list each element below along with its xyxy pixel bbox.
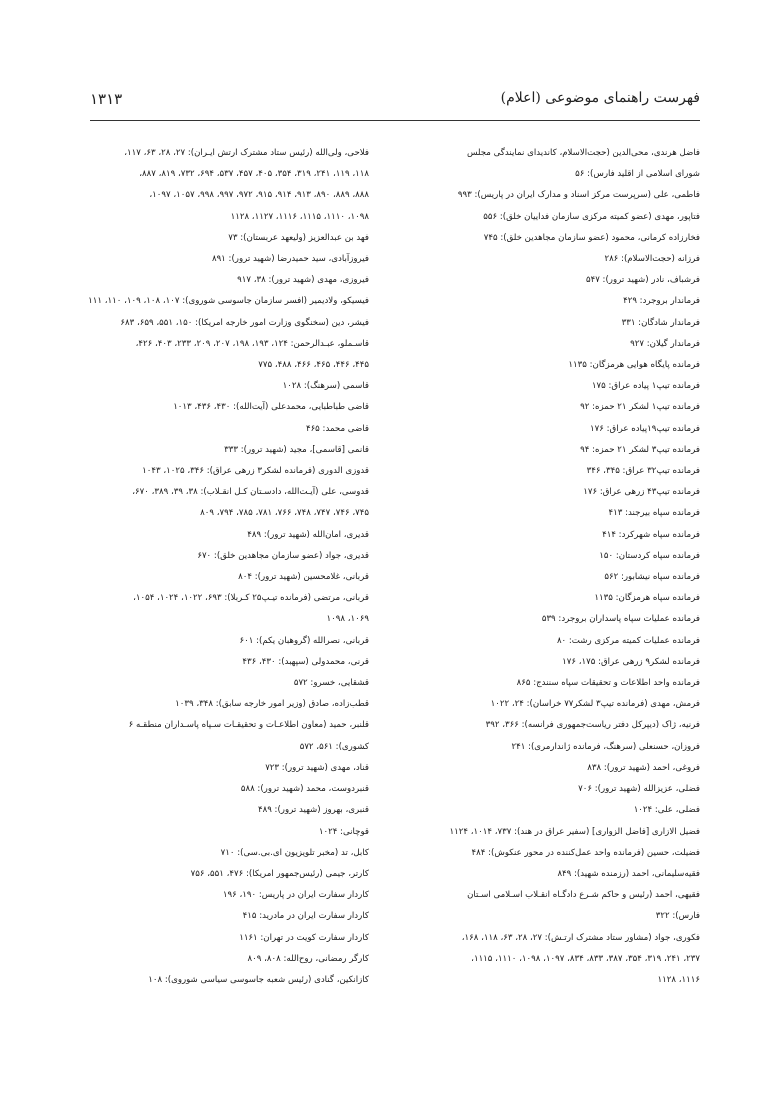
index-entry-line: کاردار سفارت ایران در پاریس: ۱۹۰، ۱۹۶	[222, 890, 369, 901]
index-entry-line: فرمانده سپاه کردستان: ۱۵۰	[599, 550, 700, 561]
index-entry-line: فقیه‌سلیمانی، احمد (رزمنده شهید): ۸۴۹	[557, 868, 700, 879]
index-entry-line: قربانی، نصرالله (گروهبان یکم): ۶۰۱	[239, 635, 369, 646]
index-entry-line: شورای اسلامی از اقلید فارس): ۵۶	[575, 169, 700, 180]
index-entry-line: فرمانده تیپ۱ لشکر ۲۱ حمزه: ۹۲	[580, 402, 700, 413]
index-entry-line: فرمانده واحد اطلاعات و تحقیقات سپاه سنندج: ۸۶۵	[516, 678, 700, 689]
index-entry-line: قانمی [قاسمی]، مجید (شهید ترور): ۳۳۳	[224, 444, 369, 455]
index-entry-line: فرماندار شادگان: ۳۳۱	[621, 317, 700, 328]
index-entry-line: فرمانده سپاه شهرکرد: ۴۱۴	[602, 529, 700, 540]
index-entry-line: کابل، تد (مخبر تلویزیون ای.بی.سی): ۷۱۰	[220, 847, 369, 858]
index-entry-line: ۱۱۱۶، ۱۱۲۸	[657, 974, 700, 985]
index-entry-line: فروزان، حسنعلی (سرهنگ، فرمانده ژاندارمری): ۲۴۱	[511, 741, 700, 752]
index-entry-line: قاضی طباطبایی، محمدعلی (آیت‌الله): ۴۳۰، ۴۳۶، ۱۰۱۳	[173, 402, 369, 413]
index-entry-line: کاردار سفارت کویت در تهران: ۱۱۶۱	[239, 932, 369, 943]
index-entry-line: فرمانده سپاه نیشابور: ۵۶۲	[604, 572, 700, 583]
index-entry-line: فرمش، مهدی (فرمانده تیپ۳ لشکر۷۷ خراسان): ۲۴، ۱۰۲۲	[490, 699, 700, 710]
index-entry-line: فرمانده عملیات سپاه پاسداران بروجرد: ۵۳۹	[541, 614, 700, 625]
index-entry-line: فهد بن عبدالعزیز (ولیعهد عربستان): ۷۳	[228, 232, 369, 243]
index-entry-line: قدوسی، علی (آیـت‌الله، دادسـتان کـل انقـلاب): ۳۸، ۳۹، ۳۸۹، ۶۷۰،	[132, 487, 369, 498]
index-entry-line: فرماندار گیلان: ۹۲۷	[630, 338, 700, 349]
index-entry-line: فتاپور، مهدی (عضو کمیته مرکزی سازمان فداییان خلق): ۵۵۶	[483, 211, 700, 222]
index-entry-line: قشقایی، خسرو: ۵۷۲	[293, 678, 369, 689]
index-entry-line: فرنیه، ژاک (دیپرکل دفتر ریاست‌جمهوری فرانسه): ۳۶۶، ۳۹۲	[485, 720, 700, 731]
index-entry-line: فیسیکو، ولادیمیر (افسر سازمان جاسوسی شوروی): ۱۰۷، ۱۰۸، ۱۰۹، ۱۱۰، ۱۱۱	[88, 296, 369, 307]
index-entry-line: قربانی، مرتضی (فرمانده تیـپ۲۵ کـربلا): ۶۹۳، ۱۰۲۲، ۱۰۲۴، ۱۰۵۴،	[133, 593, 369, 604]
index-entry-line: قوچانی: ۱۰۲۴	[318, 826, 369, 837]
index-entry-line: فیشر، دین (سخنگوی وزارت امور خارجه امریکا): ۱۵۰، ۵۵۱، ۶۵۹، ۶۸۳	[120, 317, 369, 328]
index-entry-line: فرمانده پایگاه هوایی هرمزگان: ۱۱۳۵	[568, 360, 700, 371]
index-entry-line: ۴۴۵، ۴۴۶، ۴۶۵، ۴۶۶، ۴۸۸، ۷۷۵	[258, 360, 369, 371]
index-entry-line: فاضل هرندی، محی‌الدین (حجت‌الاسلام، کاندیدای نمایندگی مجلس	[466, 148, 700, 158]
index-entry-line: فخارزاده کرمانی، محمود (عضو سازمان مجاهدین خلق): ۷۴۵	[483, 232, 700, 243]
page-number: ۱۳۱۳	[90, 90, 123, 108]
index-entry-line: قلنبر، حمید (معاون اطلاعـات و تحقیقـات سـپاه پاسـداران منطقـه ۶	[128, 720, 369, 731]
index-entry-line: قاسـملو، عبـدالرحمن: ۱۲۴، ۱۹۳، ۱۹۸، ۲۰۷، ۲۰۹، ۲۳۳، ۴۰۳، ۴۲۶،	[135, 338, 369, 349]
index-entry-line: ۱۰۶۹، ۱۰۹۸	[326, 614, 369, 625]
index-entry-line: فقیهی، احمد (رئیس و حاکم شـرع دادگـاه انقـلاب اسـلامی اسـتان	[467, 890, 700, 901]
index-entry-line: فارس): ۳۲۲	[655, 911, 700, 922]
index-entry-line: فرمانده تیپ۱ پیاده عراق: ۱۷۵	[591, 381, 700, 392]
page-header	[90, 90, 700, 120]
index-entry-line: ۲۳۷، ۲۴۱، ۳۱۹، ۳۵۴، ۳۸۷، ۸۳۳، ۸۳۴، ۱۰۹۷، ۱۰۹۸، ۱۱۱۰، ۱۱۱۵،	[471, 953, 700, 964]
index-entry-line: فرمانده تیپ۴۳ زرهی عراق: ۱۷۶	[583, 487, 700, 498]
index-entry-line: قاسمی (سرهنگ): ۱۰۲۸	[282, 381, 369, 392]
index-entry-line: فلاحی، ولی‌الله (رئیس ستاد مشترک ارتش ایـران): ۲۷، ۲۸، ۶۳، ۱۱۷،	[124, 148, 369, 158]
index-entry-line: فرماندار بروجرد: ۴۲۹	[623, 296, 700, 307]
index-entry-line: قدوزی الدوری (فرمانده لشکر۳ زرهی عراق): ۳۴۶، ۱۰۲۵، ۱۰۴۳	[142, 466, 369, 477]
index-entry-line: فرمانده سپاه بیرجند: ۴۱۳	[608, 508, 700, 519]
running-title: فهرست راهنمای موضوعی (اعلام)	[500, 90, 700, 106]
index-entry-line: فرمانده تیپ۱۹پیاده عراق: ۱۷۶	[590, 423, 700, 434]
right-column	[400, 143, 700, 991]
index-entry-line: فرمانده عملیات کمیته مرکزی رشت: ۸۰	[556, 635, 700, 646]
index-entry-line: قدیری، جواد (عضو سازمان مجاهدین خلق): ۶۷۰	[197, 550, 369, 561]
index-entry-line: فضیلت، حسین (فرمانده واحد عمل‌کننده در محور عنکوش): ۴۸۴	[471, 847, 700, 858]
index-entry-line: فروغی، احمد (شهید ترور): ۸۳۸	[587, 762, 700, 773]
index-entry-line: فرمانده تیپ۳ لشکر ۲۱ حمزه: ۹۴	[580, 444, 700, 455]
index-entry-line: فضلی، عزیزالله (شهید ترور): ۷۰۶	[578, 784, 700, 795]
index-entry-line: فرمانده لشکر۹ زرهی عراق: ۱۷۵، ۱۷۶	[562, 656, 700, 667]
index-entry-line: فیروزی، مهدی (شهید ترور): ۳۸، ۹۱۷	[237, 275, 369, 286]
index-entry-line: فرزانه (حجت‌الاسلام): ۲۸۶	[604, 254, 700, 265]
index-entry-line: قاضی محمد: ۴۶۵	[305, 423, 369, 434]
header-rule	[90, 120, 700, 121]
index-entry-line: قناد، مهدی (شهید ترور): ۷۲۳	[265, 762, 369, 773]
index-entry-line: کاردار سفارت ایران در مادرید: ۴۱۵	[242, 911, 369, 922]
index-entry-line: فرشباف، نادر (شهید ترور): ۵۴۷	[585, 275, 700, 286]
index-entry-line: فضیل الازاری [فاضل الزواری] (سفیر عراق در هند): ۷۳۷، ۱۰۱۴، ۱۱۲۴	[449, 826, 700, 837]
index-entry-line: فضلی، علی: ۱۰۲۴	[633, 805, 700, 816]
index-entry-line: قنبری، بهروز (شهید ترور): ۴۸۹	[257, 805, 369, 816]
index-entry-line: کارگر رمضانی، روح‌الله: ۸۰۸، ۸۰۹	[247, 953, 369, 964]
index-entry-line: ۸۸۸، ۸۸۹، ۸۹۰، ۹۱۳، ۹۱۴، ۹۱۵، ۹۷۲، ۹۹۷، ۹۹۸، ۱۰۵۷، ۱۰۹۷،	[149, 190, 369, 201]
index-entry-line: فرمانده سپاه هرمزگان: ۱۱۳۵	[594, 593, 700, 604]
index-entry-line: ۱۱۸، ۱۱۹، ۲۴۱، ۳۱۹، ۳۵۴، ۴۰۵، ۴۵۷، ۵۳۷، ۶۹۴، ۷۳۲، ۸۱۹، ۸۸۷،	[139, 169, 369, 180]
index-entry-line: ۱۰۹۸، ۱۱۱۰، ۱۱۱۵، ۱۱۱۶، ۱۱۲۷، ۱۱۲۸	[230, 211, 369, 222]
index-entry-line: فاطمی، علی (سرپرست مرکز اسناد و مدارک ایران در پاریس): ۹۹۳	[457, 190, 700, 201]
index-entry-line: قدیری، امان‌الله (شهید ترور): ۴۸۹	[247, 529, 369, 540]
index-entry-line: ۷۴۵، ۷۴۶، ۷۴۷، ۷۴۸، ۷۶۶، ۷۸۱، ۷۸۵، ۷۹۴، ۸۰۹	[200, 508, 369, 519]
index-entry-line: قربانی، غلامحسین (شهید ترور): ۸۰۴	[238, 572, 369, 583]
index-entry-line: کشوری): ۵۶۱، ۵۷۲	[299, 741, 369, 752]
index-entry-line: فکوری، جواد (مشاور ستاد مشترک ارتـش): ۲۷، ۲۸، ۶۳، ۱۱۸، ۱۶۸،	[461, 932, 700, 943]
index-entry-line: قطب‌زاده، صادق (وزیر امور خارجه سابق): ۳۴۸، ۱۰۳۹	[175, 699, 369, 710]
index-entry-line: قرنی، محمدولی (سپهبد): ۴۳۰، ۴۳۶	[242, 656, 369, 667]
index-entry-line: فیروزآبادی، سید حمیدرضا (شهید ترور): ۸۹۱	[211, 254, 369, 265]
index-entry-line: کارتر، جیمی (رئیس‌جمهور امریکا): ۴۷۶، ۵۵۱، ۷۵۶	[190, 868, 369, 879]
index-entry-line: فرمانده تیپ۳۲ عراق: ۳۴۵، ۳۴۶	[586, 466, 700, 477]
left-column	[79, 143, 369, 991]
index-entry-line: قنبردوست، محمد (شهید ترور): ۵۸۸	[240, 784, 369, 795]
index-entry-line: کازانکین، گنادی (رئیس شعبه جاسوسی سیاسی شوروی): ۱۰۸	[148, 974, 369, 985]
